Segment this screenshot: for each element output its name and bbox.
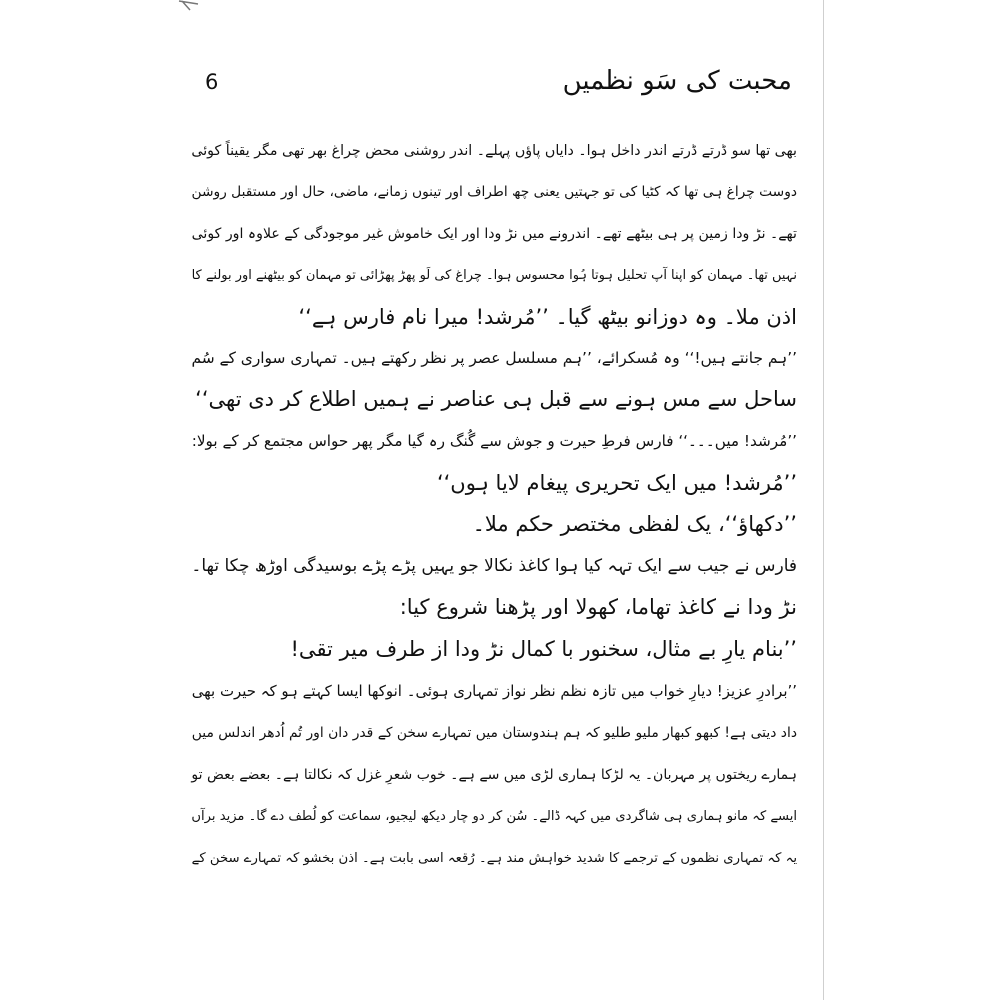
corner-mark xyxy=(178,0,200,12)
text-line: ’’دکھاؤ‘‘، یک لفظی مختصر حکم ملا۔ xyxy=(472,512,797,536)
text-line: ’’مُرشد! میں۔۔۔‘‘ فارس فرطِ حیرت و جوش سے گُنگ رہ گیا مگر پھر حواس مجتمع کر کے بولا: xyxy=(191,432,797,450)
text-line: ’’بنام یارِ بے مثال، سخنور با کمال نڑ ودا از طرف میر تقی! xyxy=(290,637,797,661)
text-line: نہیں تھا۔ مہمان کو اپنا آپ تحلیل ہوتا ہُوا محسوس ہوا۔ چراغ کی لَو پھڑ پھڑائی تو مہمان کو بیٹھنے اور بولنے کا xyxy=(191,268,797,283)
text-line: بھی تھا سو ڈرتے ڈرتے اندر داخل ہوا۔ دایاں پاؤں پہلے۔ اندر روشنی محض چراغ بھر تھی مگر یقیناً کوئی xyxy=(191,143,797,159)
text-line: نڑ ودا نے کاغذ تھاما، کھولا اور پڑھنا شروع کیا: xyxy=(399,595,797,619)
text-line: تھے۔ نڑ ودا زمین پر ہی بیٹھے تھے۔ اندرونے میں نڑ ودا اور ایک خاموش غیر موجودگی کے علاوہ اور کوئی xyxy=(191,226,797,242)
text-line: دوست چراغ ہی تھا کہ کٹیا کی تو جہتیں یعنی چھ اطراف اور تینوں زمانے، ماضی، حال اور مستقبل روشن xyxy=(191,184,797,200)
text-line: فارس نے جیب سے ایک تہہ کیا ہوا کاغذ نکالا جو یہیں پڑے پڑے بوسیدگی اوڑھ چکا تھا۔ xyxy=(191,556,797,576)
text-line: ’’برادرِ عزیز! دیارِ خواب میں تازہ نظم نظر نواز تمہاری ہوئی۔ انوکھا ایسا کہتے ہو کہ حیرت بھی xyxy=(191,682,797,700)
page-number: 6 xyxy=(205,70,219,94)
text-line: داد دیتی ہے! کبھو کبھار ملیو طلیو کہ ہم ہندوستان میں تمہارے سخن کے قدر دان اور تُم اُدھر اندلس میں xyxy=(191,725,797,741)
text-line: ہمارے ریختوں پر مہربان۔ یہ لڑکا ہماری لڑی میں سے ہے۔ خوب شعرِ غزل کہ نکالتا ہے۔ بعضے بعض تو xyxy=(191,767,797,783)
text-line: اذن ملا۔ وہ دوزانو بیٹھ گیا۔ ’’مُرشد! میرا نام فارس ہے‘‘ xyxy=(298,305,797,329)
text-line: ’’مُرشد! میں ایک تحریری پیغام لایا ہوں‘‘ xyxy=(436,471,797,495)
text-line: یہ کہ تمہاری نظموں کے ترجمے کا شدید خواہش مند ہے۔ رُقعہ اسی بابت ہے۔ اذن بخشو کہ تمہارے سخن کے xyxy=(191,851,797,866)
text-line: ’’ہم جانتے ہیں!‘‘ وہ مُسکرائے، ’’ہم مسلسل عصر پر نظر رکھتے ہیں۔ تمہاری سواری کے سُم xyxy=(191,349,797,367)
text-line: ساحل سے مس ہونے سے قبل ہی عناصر نے ہمیں اطلاع کر دی تھی‘‘ xyxy=(195,387,797,411)
running-title: محبت کی سَو نظمیں xyxy=(562,66,792,96)
text-line: ایسے کہ مانو ہماری ہی شاگردی میں کہہ ڈالے۔ سُن کر دو چار دیکھ لیجیو، سماعت کو لُطف دے گا۔ مزید برآں xyxy=(191,809,797,824)
